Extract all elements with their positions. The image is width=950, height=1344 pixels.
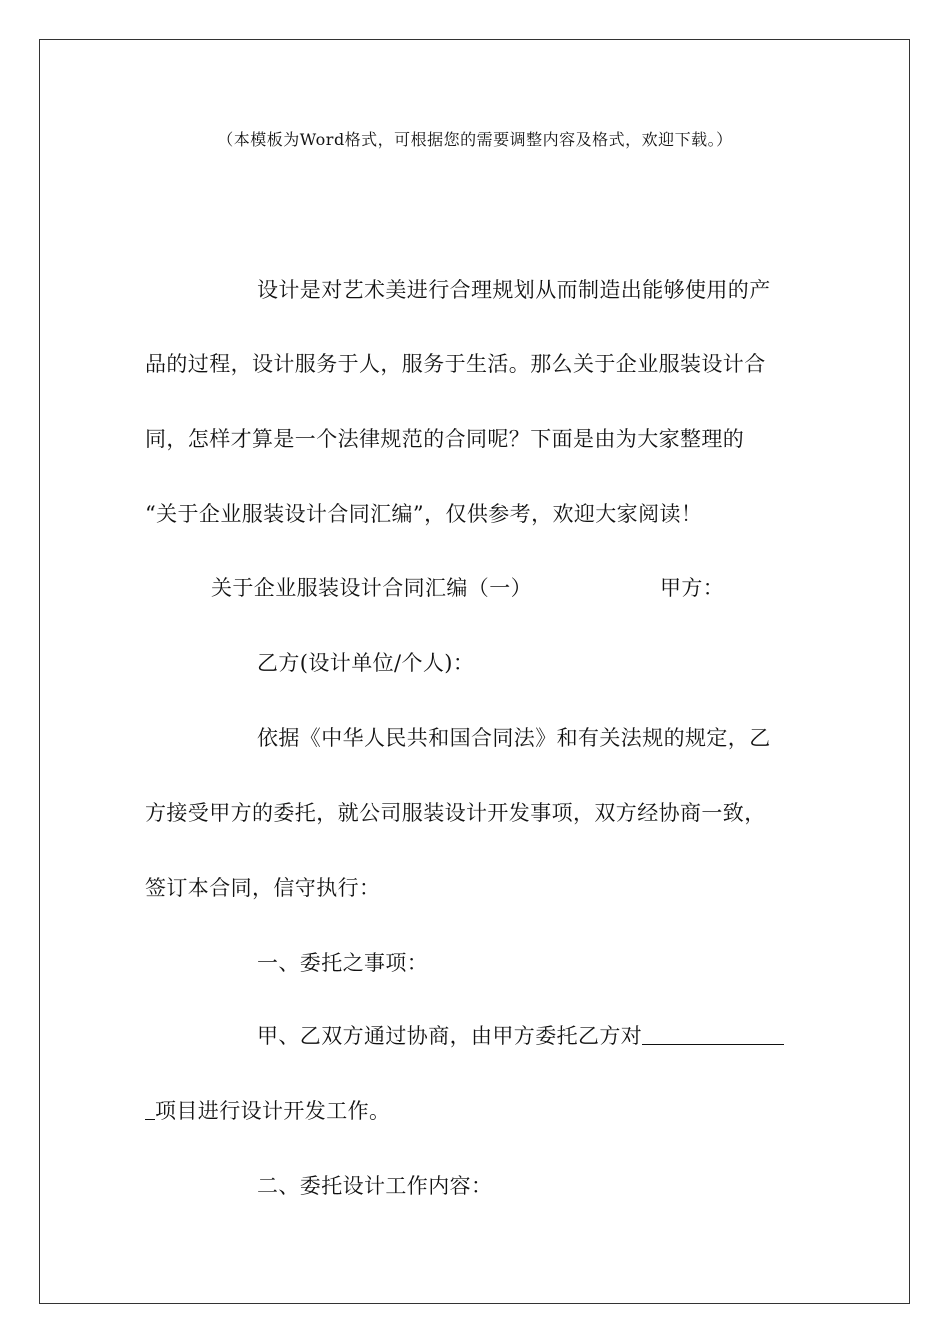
- intro-line-3: 同，怎样才算是一个法律规范的合同呢？下面是由为大家整理的: [145, 427, 745, 451]
- template-note: （本模板为Word格式，可根据您的需要调整内容及格式，欢迎下载。）: [217, 130, 733, 149]
- section-1-text-2: 项目进行设计开发工作。: [155, 1099, 391, 1123]
- party-b-label: 乙方(设计单位/个人)：: [257, 651, 475, 675]
- section-1-line-2: [145, 1097, 390, 1125]
- section-1-line-1: [257, 1022, 784, 1050]
- preamble-line-1: 依据《中华人民共和国合同法》和有关法规的规定，乙: [257, 726, 771, 750]
- intro-line-4: “关于企业服装设计合同汇编”，仅供参考，欢迎大家阅读！: [145, 502, 703, 526]
- party-a-label: 甲方：: [660, 576, 725, 600]
- section-1-text: 甲、乙双方通过协商，由甲方委托乙方对: [257, 1024, 643, 1048]
- intro-line-2: 品的过程，设计服务于人，服务于生活。那么关于企业服装设计合: [145, 352, 766, 376]
- preamble-line-2: 方接受甲方的委托，就公司服装设计开发事项，双方经协商一致，: [145, 801, 766, 825]
- section-2-heading: 二、委托设计工作内容：: [257, 1174, 493, 1198]
- section-1-heading: 一、委托之事项：: [257, 951, 429, 975]
- fill-in-blank: [642, 1022, 784, 1045]
- contract-title: 关于企业服装设计合同汇编（一）: [211, 576, 532, 600]
- fill-in-blank-continued: [145, 1097, 155, 1120]
- preamble-line-3: 签订本合同，信守执行：: [145, 876, 381, 900]
- intro-line-1: 设计是对艺术美进行合理规划从而制造出能够使用的产: [257, 278, 771, 302]
